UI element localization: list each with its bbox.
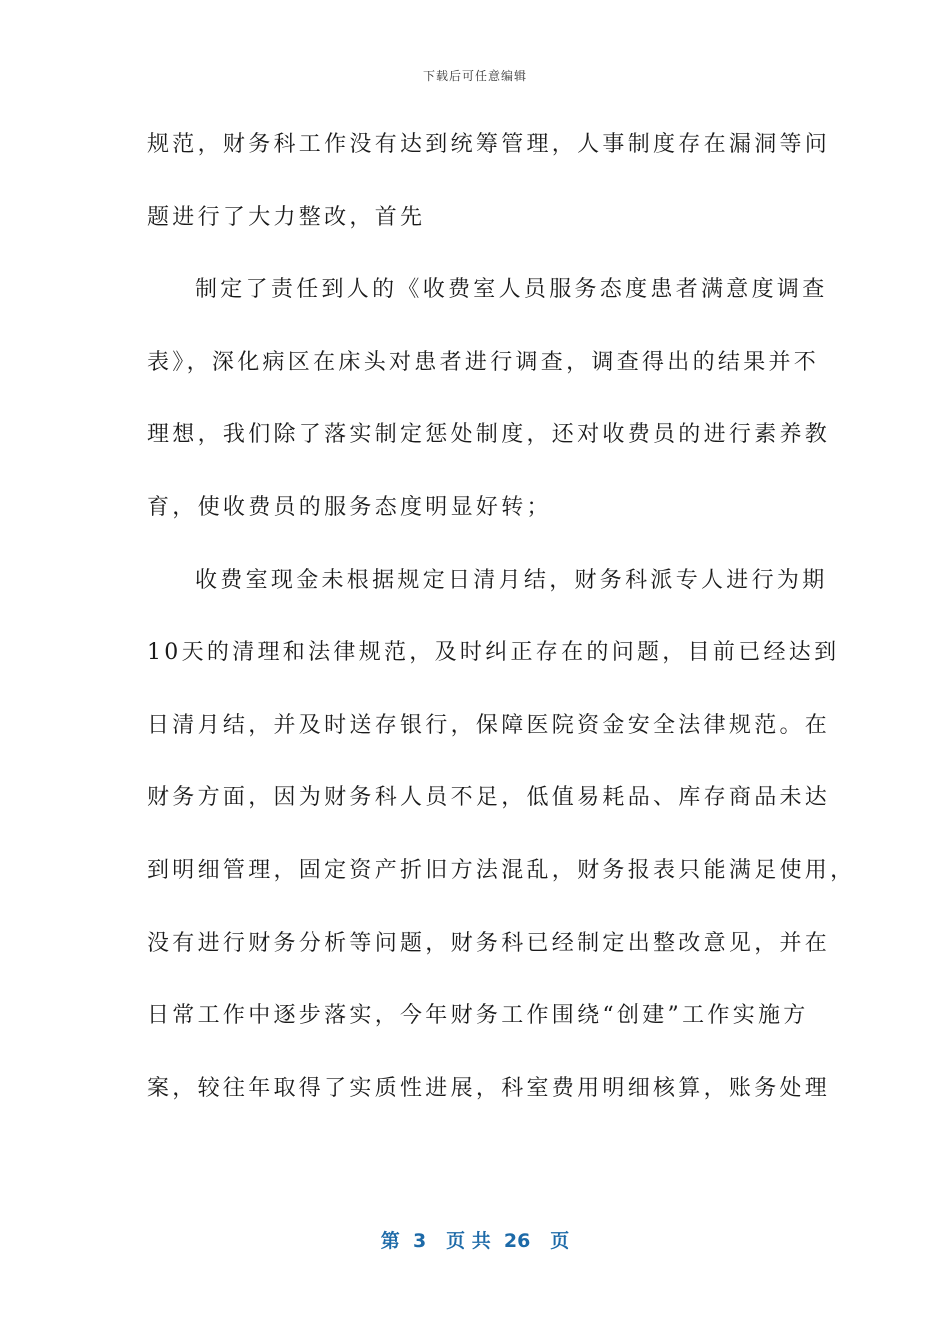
page-header-note: 下载后可任意编辑 <box>422 69 527 83</box>
text-line: 规范，财务科工作没有达到统筹管理，人事制度存在漏洞等问 <box>147 132 831 157</box>
text-line: 题进行了大力整改，首先 <box>147 204 426 230</box>
text-line: 财务方面，因为财务科人员不足，低值易耗品、库存商品未达 <box>147 785 831 811</box>
text-line: 10天的清理和法律规范，及时纠正存在的问题，目前已经达到 <box>147 640 840 666</box>
text-line: 案，较往年取得了实质性进展，科室费用明细核算，账务处理 <box>147 1075 831 1101</box>
text-line: 理想，我们除了落实制定惩处制度，还对收费员的进行素养教 <box>147 422 831 448</box>
text-line: 日清月结，并及时送存银行，保障医院资金安全法律规范。在 <box>147 712 831 738</box>
paragraph-first-line: 制定了责任到人的《收费室人员服务态度患者满意度调查 <box>195 277 828 303</box>
page-number-text: 第 3 页 共 26 页 <box>380 1230 570 1252</box>
text-line: 表》，深化病区在床头对患者进行调查，调查得出的结果并不 <box>147 349 820 375</box>
page-number-footer <box>0 1226 950 1253</box>
paragraph-first-line: 收费室现金未根据规定日清月结，财务科派专人进行为期 <box>195 567 828 593</box>
document-body <box>147 122 856 1138</box>
text-line: 到明细管理，固定资产折旧方法混乱，财务报表只能满足使用， <box>147 857 856 883</box>
text-line: 育，使收费员的服务态度明显好转； <box>147 494 552 520</box>
text-line: 没有进行财务分析等问题，财务科已经制定出整改意见，并在 <box>147 930 831 956</box>
text-line: 日常工作中逐步落实，今年财务工作围绕“创建”工作实施方 <box>147 1003 809 1029</box>
